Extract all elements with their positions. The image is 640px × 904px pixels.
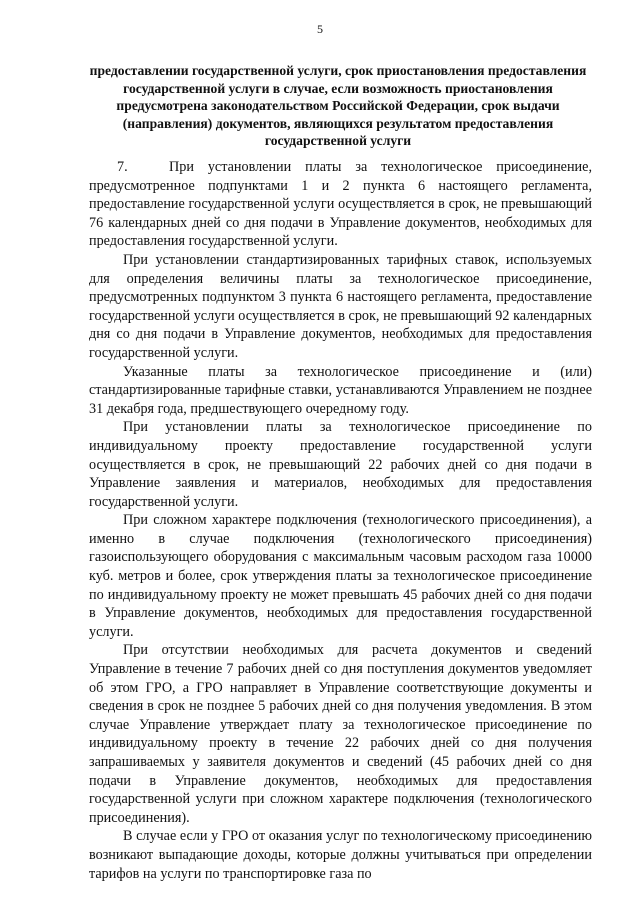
section-heading: предоставлении государственной услуги, срок приостановления предоставления государственной услуги в случае, если возможность приостановления предусмотрена законодательством Российской Федерации, срок выдачи (направления) документов, являющихся результатом предоставления государственной услуги [89,63,587,149]
paragraph: При сложном характере подключения (технологического присоединения), а именно в случае подключения (технологического присоединения) газоиспользующего оборудования с максимальным часовым расходом газа 10000 куб. метров и более, срок утверждения платы за технологическое присоединение по индивидуальному проекту не может превышать 45 рабочих дней со дня подачи в Управление документов, необходимых для предоставления государственной услуги. [89,512,592,640]
page-number: 5 [317,22,323,36]
paragraph: При отсутствии необходимых для расчета документов и сведений Управление в течение 7 рабочих дней со дня поступления документов уведомляет об этом ГРО, а ГРО направляет в Управление соответствующие документы и сведения в срок не позднее 5 рабочих дней со дня получения уведомления. В этом случае Управление утверждает плату за технологическое присоединение по индивидуальному проекту в течение 22 рабочих дней со дня получения запрашиваемых у заявителя документов и сведений (45 рабочих дней со дня подачи в Управление документов, необходимых для предоставления государственной услуги при сложном характере подключения (технологического присоединения). [89,642,592,826]
paragraph: Указанные платы за технологическое присоединение и (или) стандартизированные тарифные ставки, устанавливаются Управлением не позднее 31 декабря года, предшествующего очередному году. [89,363,592,417]
paragraph-number: 7. [117,159,128,175]
paragraph: При установлении платы за технологическое присоединение по индивидуальному проекту предоставление государственной услуги осуществляется в срок, не превышающий 22 рабочих дней со дня подачи в Управление заявления и материалов, необходимых для предоставления государственной услуги. [89,419,592,510]
paragraph: В случае если у ГРО от оказания услуг по технологическому присоединению возникают выпадающие доходы, которые должны учитываться при определении тарифов на услуги по транспортировке газа по [89,828,592,882]
paragraph-7 [89,158,592,251]
body-text [89,158,592,883]
paragraph: При установлении стандартизированных тарифных ставок, используемых для определения величины платы за технологическое присоединение, предусмотренных подпунктом 3 пункта 6 настоящего регламента, предоставление государственной услуги осуществляется в срок, не превышающий 92 календарных дня со дня подачи в Управление документов, необходимых для предоставления государственной услуги. [89,251,592,361]
paragraph-text: При установлении платы за технологическое присоединение, предусмотренное подпунктами 1 и 2 пункта 6 настоящего регламента, предоставление государственной услуги осуществляется в срок, не превышающий 76 календарных дней со дня подачи в Управление документов, необходимых для предоставления государственной услуги. [89,159,592,250]
